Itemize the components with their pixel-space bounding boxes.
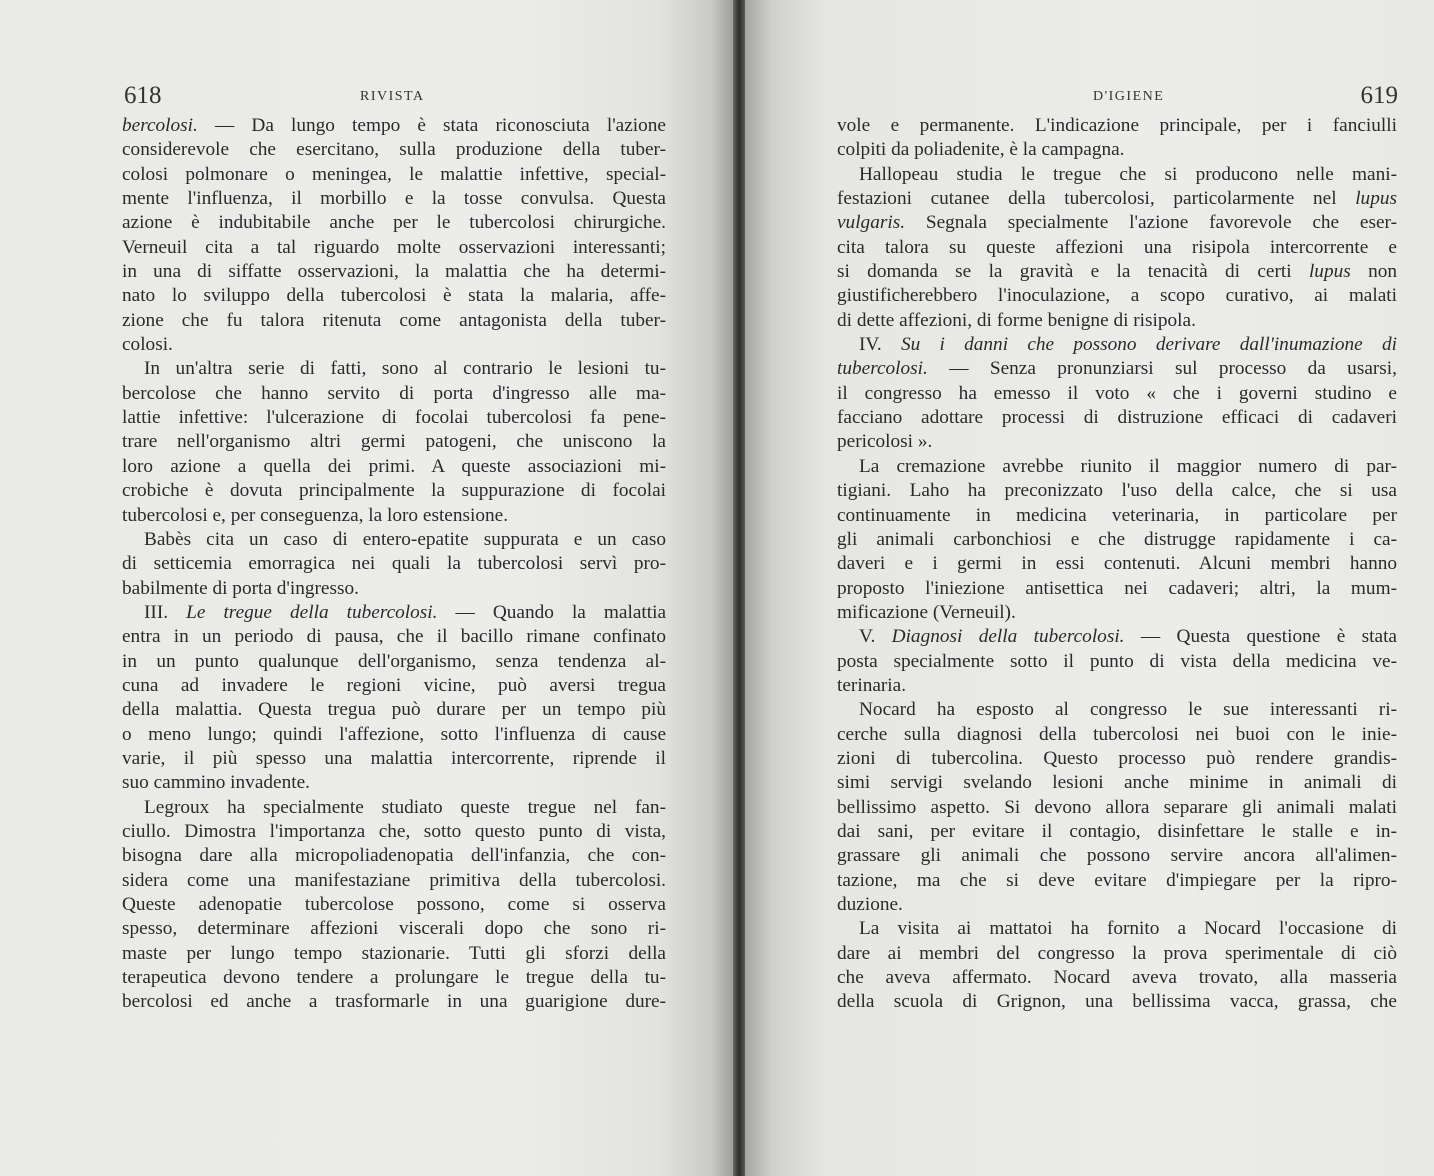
text-line: Legroux ha specialmente studiato queste tregue nel fan- [144,796,666,818]
page-number: 619 [1360,82,1398,109]
text-line: mente l'influenza, il morbillo e la tosse convulsa. Questa [122,188,666,210]
text-line: bisogna dare alla micropoliadenopatia dell'infanzia, che con- [122,845,666,867]
text-line: sidera come una manifestaziane primitiva della tubercolosi. [122,869,666,891]
text-line: duzione. [837,894,903,915]
text-line: zione che fu talora ritenuta come antagonista della tuber- [122,309,666,331]
text-line: in una di siffatte osservazioni, la malattia che ha determi- [122,261,666,283]
text-line: daveri e i germi in essi contenuti. Alcuni membri hanno [837,553,1397,575]
text-line: mificazione (Verneuil). [837,601,1016,623]
text-line: In un'altra serie di fatti, sono al contrario le lesioni tu- [144,358,666,380]
text-line: lattie infettive: l'ulcerazione di focolai tubercolosi fa pene- [122,407,666,429]
left-page-header [124,82,666,112]
text-line: loro azione a quella dei primi. A queste associazioni mi- [122,455,666,477]
text-line: trare nell'organismo altri germi patogeni, che uniscono la [122,431,666,453]
text-line: bercolosi. — Da lungo tempo è stata riconosciuta l'azione [122,115,666,136]
text-line: suo cammino invadente. [122,772,310,794]
text-line: tazione, ma che si deve evitare d'impiegare per la ripro- [837,869,1397,891]
text-line: spesso, determinare affezioni viscerali dopo che sono ri- [122,918,666,940]
text-line: Babès cita un caso di entero-epatite suppurata e un caso [144,528,666,550]
book-gutter [733,0,745,1176]
left-page-body [122,114,666,1015]
text-line: ciullo. Dimostra l'importanza che, sotto questo punto di vista, [122,820,666,842]
text-line: tubercolosi. — Senza pronunziarsi sul processo da usarsi, [837,358,1397,380]
text-line: considerevole che esercitano, sulla produzione della tuber- [122,139,666,161]
text-line: di dette affezioni, di forme benigne di risipola. [837,309,1196,331]
text-line: entra in un periodo di pausa, che il bacillo rimane confinato [122,626,666,648]
right-page [745,0,1434,1176]
text-line: vole e permanente. L'indicazione principale, per i fanciulli [837,115,1397,136]
text-line: tubercolosi e, per conseguenza, la loro estensione. [122,504,509,526]
text-line: in un punto qualunque dell'organismo, senza tendenza al- [122,650,666,672]
right-page-header [838,82,1398,112]
text-line: zioni di tubercolina. Questo processo può rendere grandis- [837,747,1397,769]
text-line: Verneuil cita a tal riguardo molte osservazioni interessanti; [122,236,666,258]
text-line: azione è indubitabile anche per le tubercolosi chirurgiche. [122,212,666,234]
text-line: Hallopeau studia le tregue che si producono nelle mani- [859,163,1397,185]
text-line: maste per lungo tempo stazionarie. Tutti gli sforzi della [122,942,666,964]
text-line: della malattia. Questa tregua può durare per un tempo più [122,699,666,721]
page-number: 618 [124,82,162,109]
text-line: bercolosi ed anche a trasformarle in una guarigione dure- [122,991,666,1013]
text-line: facciano adottare processi di distruzione efficaci di cadaveri [837,407,1397,429]
text-line: bellissimo aspetto. Si devono allora separare gli animali malati [837,796,1397,818]
text-line: simi servigi svelando lesioni anche minime in animali di [837,772,1397,794]
text-line: si domanda se la gravità e la tenacità di certi lupus non [837,261,1397,283]
text-line: III. Le tregue della tubercolosi. — Quando la malattia [144,601,667,623]
text-line: cita talora su queste affezioni una risipola intercorrente e [837,236,1397,258]
running-head: D'IGIENE [1093,89,1165,104]
text-line: La cremazione avrebbe riunito il maggior numero di par- [859,455,1397,477]
text-line: dare ai membri del congresso la prova sperimentale di ciò [837,942,1397,964]
text-line: nato lo sviluppo della tubercolosi è stata la malaria, affe- [122,285,666,307]
text-line: colosi. [122,334,173,356]
text-line: posta specialmente sotto il punto di vista della medicina ve- [837,650,1397,672]
text-line: che aveva affermato. Nocard aveva trovato, alla masseria [837,967,1397,989]
right-page-body [837,114,1397,1015]
text-line: dai sani, per evitare il contagio, disinfettare le stalle e in- [837,820,1397,842]
text-line: cuna ad invadere le regioni vicine, può aversi tregua [122,674,666,696]
running-head: RIVISTA [360,89,425,104]
text-line: terinaria. [837,674,907,696]
text-line: della scuola di Grignon, una bellissima vacca, grassa, che [837,991,1397,1013]
text-line: IV. Su i danni che possono derivare dall'inumazione di [859,334,1398,356]
text-line: vulgaris. Segnala specialmente l'azione favorevole che eser- [837,212,1397,234]
text-line: babilmente di porta d'ingresso. [122,577,359,599]
text-line: gli animali carbonchiosi e che distrugge rapidamente i ca- [837,528,1397,550]
text-line: colpiti da poliadenite, è la campagna. [837,139,1125,161]
text-line: il congresso ha emesso il voto « che i governi studino e [837,382,1397,404]
text-line: crobiche è dovuta principalmente la suppurazione di focolai [122,480,666,502]
text-line: festazioni cutanee della tubercolosi, particolarmente nel lupus [837,188,1397,210]
text-line: di setticemia emorragica nei quali la tubercolosi servì pro- [122,553,666,575]
text-line: Nocard ha esposto al congresso le sue interessanti ri- [859,699,1397,721]
text-line: bercolose che hanno servito di porta d'ingresso alle ma- [122,382,666,404]
text-line: continuamente in medicina veterinaria, in particolare per [837,504,1397,526]
text-line: grassare gli animali che possono servire ancora all'alimen- [837,845,1397,867]
text-line: Queste adenopatie tubercolose possono, come si osserva [122,894,666,915]
text-line: V. Diagnosi della tubercolosi. — Questa questione è stata [859,626,1397,648]
text-line: terapeutica devono tendere a prolungare le tregue della tu- [122,967,666,989]
text-line: varie, il più spesso una malattia intercorrente, riprende il [122,747,666,769]
text-line: pericolosi ». [837,431,933,453]
text-line: giustificherebbero l'inoculazione, a scopo curativo, ai malati [837,285,1397,307]
text-line: o meno lungo; quindi l'affezione, sotto l'influenza di cause [122,723,666,745]
text-line: tigiani. Laho ha preconizzato l'uso della calce, che si usa [837,480,1397,502]
text-line: cerche sulla diagnosi della tubercolosi nei buoi con le inie- [837,723,1397,745]
text-line: La visita ai mattatoi ha fornito a Nocard l'occasione di [859,918,1397,940]
text-line: proposto l'iniezione antisettica nei cadaveri; altri, la mum- [837,577,1397,599]
text-line: colosi polmonare o meningea, le malattie infettive, special- [122,163,666,185]
